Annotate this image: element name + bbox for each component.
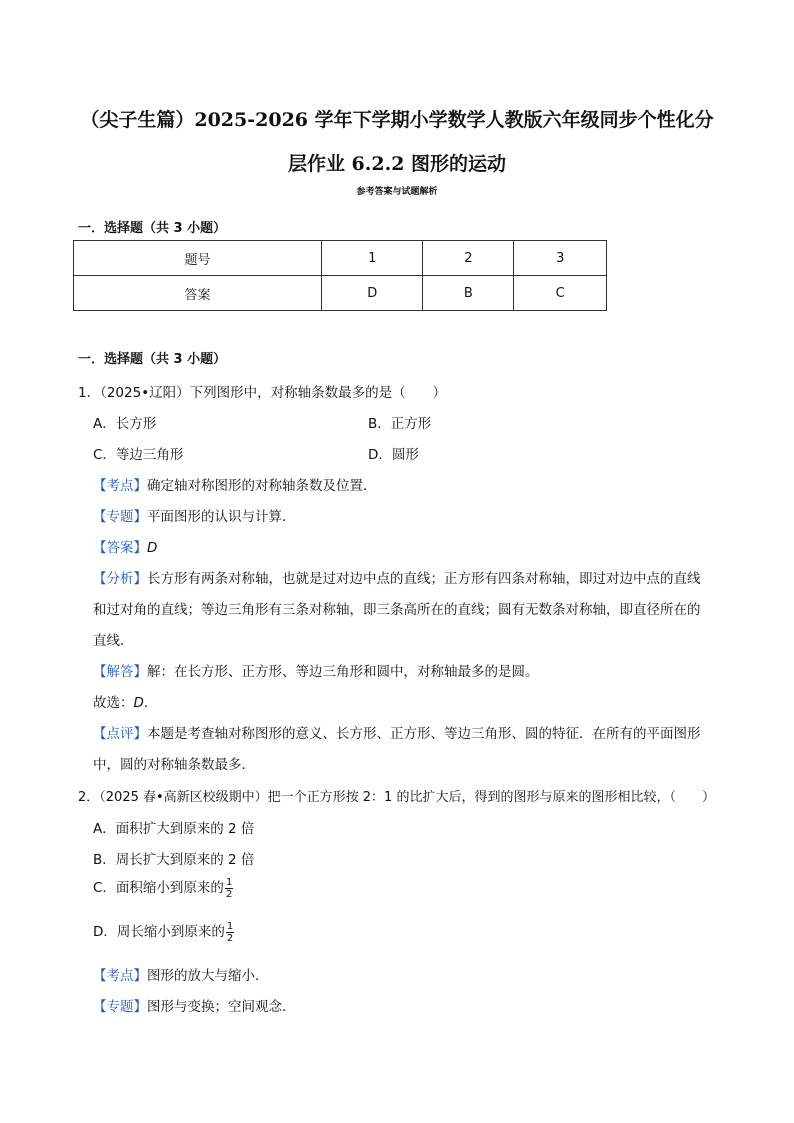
q1-option-d: D．圆形 — [368, 447, 419, 463]
q2-option-d — [93, 920, 234, 944]
document-subtitle: 参考答案与试题解析 — [356, 187, 438, 197]
q2-option-c — [93, 876, 233, 900]
q2-option-b: B．周长扩大到原来的 2 倍 — [93, 852, 255, 868]
q1-option-a: A．长方形 — [93, 416, 157, 432]
q1-dianping-line-2: 中，圆的对称轴条数最多． — [93, 757, 255, 773]
detail-section-heading: 一．选择题（共 3 小题） — [78, 352, 227, 367]
dianping-text: 本题是考查轴对称图形的意义、长方形、正方形、等边三角形、圆的特征．在所有的平面图形 — [147, 726, 701, 742]
kaodian-text: 确定轴对称图形的对称轴条数及位置． — [147, 478, 377, 494]
daan-tag: 【答案】 — [93, 540, 147, 556]
kaodian-tag: 【考点】 — [93, 478, 147, 494]
jieda-tag: 【解答】 — [93, 664, 147, 680]
q1-fenxi-line-3: 直线． — [93, 633, 134, 649]
q1-jieda — [93, 660, 539, 680]
fraction-numerator: 1 — [225, 876, 233, 888]
fraction-half — [225, 877, 233, 900]
q2-stem: 2．（2025 春•高新区校级期中）把一个正方形按 2：1 的比扩大后，得到的图形与原来的图形相比较，（ ） — [78, 790, 715, 805]
document-title — [60, 98, 734, 186]
q1-stem: 1．（2025•辽阳）下列图形中，对称轴条数最多的是（ ） — [78, 385, 447, 401]
zhuanti-tag: 【专题】 — [93, 509, 147, 525]
fraction-denominator: 2 — [226, 932, 234, 944]
zhuanti-text: 图形与变换；空间观念． — [147, 999, 296, 1015]
q1-option-c: C．等边三角形 — [93, 447, 184, 463]
q1-option-b: B．正方形 — [368, 416, 432, 432]
answer-table — [73, 240, 607, 311]
dianping-tag: 【点评】 — [93, 726, 147, 742]
title-line-1: （尖子生篇）2025-2026 学年下学期小学数学人教版六年级同步个性化分 — [80, 109, 714, 131]
table-row — [74, 241, 607, 276]
fraction-denominator: 2 — [225, 888, 233, 900]
fraction-half — [226, 921, 234, 944]
answer-section-heading: 一．选择题（共 3 小题） — [78, 221, 227, 236]
kaodian-text: 图形的放大与缩小． — [147, 968, 269, 984]
table-cell: 3 — [514, 241, 607, 276]
table-cell: D — [322, 276, 423, 311]
q2-option-a: A．面积扩大到原来的 2 倍 — [93, 821, 255, 837]
q1-zhuanti — [93, 505, 296, 525]
guxuan-suffix: ． — [143, 695, 158, 711]
q2-zhuanti — [93, 995, 296, 1015]
q2-option-d-text: D．周长缩小到原来的 — [93, 924, 225, 940]
table-cell-label: 答案 — [74, 276, 322, 311]
fraction-numerator: 1 — [226, 920, 234, 932]
table-cell: C — [514, 276, 607, 311]
q2-kaodian — [93, 964, 269, 984]
table-row — [74, 276, 607, 311]
jieda-text: 解：在长方形、正方形、等边三角形和圆中，对称轴最多的是圆。 — [147, 664, 539, 680]
q1-fenxi-line-1 — [93, 567, 701, 587]
zhuanti-tag: 【专题】 — [93, 999, 147, 1015]
q1-kaodian — [93, 474, 377, 494]
title-line-2: 层作业 6.2.2 图形的运动 — [287, 153, 507, 175]
fenxi-text: 长方形有两条对称轴，也就是过对边中点的直线；正方形有四条对称轴，即过对边中点的直线 — [147, 571, 701, 587]
zhuanti-text: 平面图形的认识与计算． — [147, 509, 296, 525]
q1-fenxi-line-2: 和过对角的直线；等边三角形有三条对称轴，即三条高所在的直线；圆有无数条对称轴，即直径所在的 — [93, 602, 701, 618]
table-cell: 2 — [423, 241, 514, 276]
kaodian-tag: 【考点】 — [93, 968, 147, 984]
table-cell: 1 — [322, 241, 423, 276]
table-cell-label: 题号 — [74, 241, 322, 276]
q1-daan — [93, 536, 157, 556]
q2-option-c-text: C．面积缩小到原来的 — [93, 880, 224, 896]
fenxi-tag: 【分析】 — [93, 571, 147, 587]
guxuan-prefix: 故选： — [93, 695, 134, 711]
daan-text: D — [147, 540, 158, 556]
q1-guxuan — [93, 691, 157, 711]
table-cell: B — [423, 276, 514, 311]
q1-dianping-line-1 — [93, 722, 701, 742]
guxuan-value: D — [133, 695, 144, 711]
